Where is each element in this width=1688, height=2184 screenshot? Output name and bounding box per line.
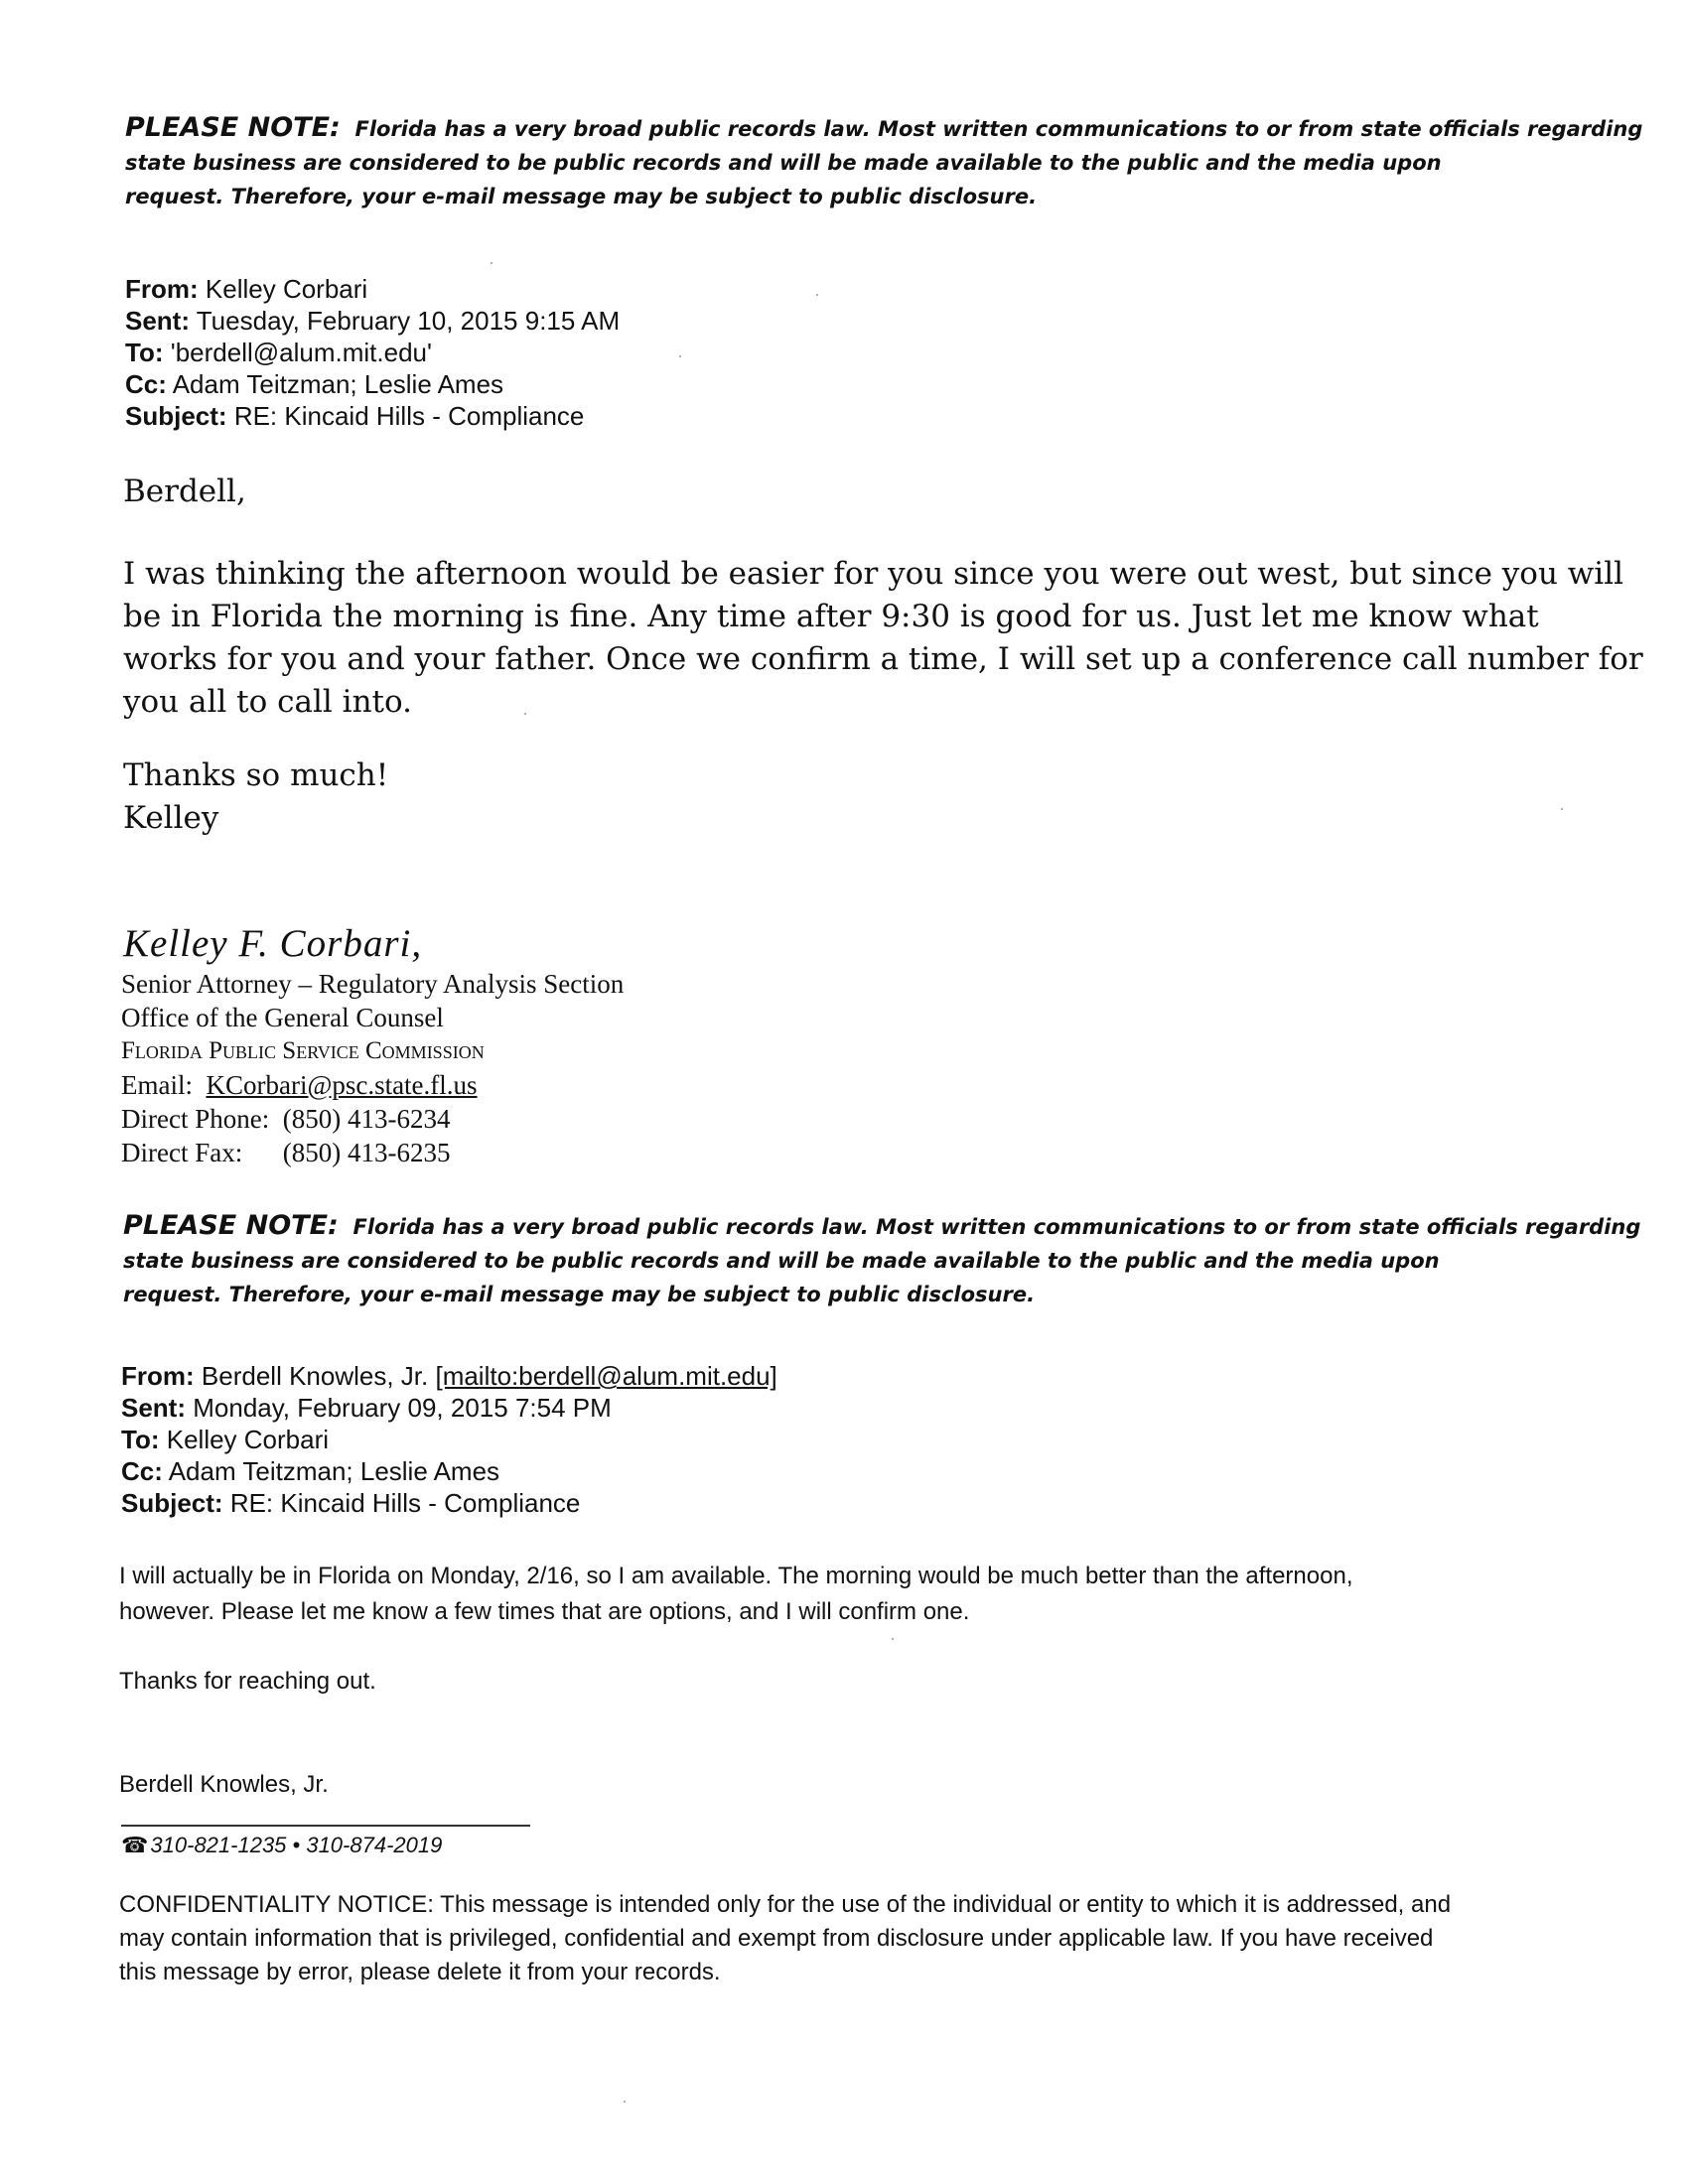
telephone-icon: ☎ — [121, 1833, 149, 1857]
from-value: Kelley Corbari — [205, 274, 368, 304]
subject-value: RE: Kincaid Hills - Compliance — [229, 1488, 581, 1518]
sent-value: Monday, February 09, 2015 7:54 PM — [193, 1393, 612, 1423]
body-line: be in Florida the morning is fine. Any time after 9:30 is good for us. Just let me know what — [123, 599, 1539, 634]
body-line: you all to call into. — [123, 684, 412, 720]
notice-line: state business are considered to be public records and will be made available to the public and the media upon — [123, 1249, 1440, 1273]
notice-line: Florida has a very broad public records law. Most written communications to or from state officials regarding — [354, 117, 1643, 141]
body-line: however. Please let me know a few times that are options, and I will confirm one. — [119, 1598, 970, 1625]
email-header-2 — [121, 1360, 1412, 1519]
notice-line: request. Therefore, your e-mail message may be subject to public disclosure. — [125, 185, 1038, 208]
email-thanks: Thanks for reaching out. — [119, 1668, 376, 1695]
signature-block — [121, 967, 1015, 1169]
to-value: Kelley Corbari — [166, 1425, 330, 1454]
cc-row: Cc: Adam Teitzman; Leslie Ames — [121, 1456, 500, 1486]
signature-office: Office of the General Counsel — [121, 1003, 444, 1032]
to-row: To: 'berdell@alum.mit.edu' — [125, 338, 432, 367]
mailto-link[interactable]: [mailto:berdell@alum.mit.edu] — [435, 1361, 777, 1391]
sent-row: Sent: Tuesday, February 10, 2015 9:15 AM — [125, 306, 621, 336]
scan-speck — [1561, 808, 1563, 810]
public-records-notice-mid — [123, 1209, 1641, 1311]
signature-title: Senior Attorney – Regulatory Analysis Section — [121, 969, 625, 999]
scan-speck — [491, 262, 492, 264]
from-row: From: Berdell Knowles, Jr. [mailto:berdell@alum.mit.edu] — [121, 1361, 777, 1391]
to-row: To: Kelley Corbari — [121, 1425, 330, 1454]
scan-speck — [524, 713, 526, 715]
confidentiality-line: CONFIDENTIALITY NOTICE: This message is intended only for the use of the individual or entity to which it is addressed, and — [119, 1891, 1452, 1918]
from-row: From: Kelley Corbari — [125, 274, 368, 304]
closing-line: Thanks so much! — [123, 757, 389, 793]
body-line: I will actually be in Florida on Monday, 2/16, so I am available. The morning would be much better than the afternoon, — [119, 1563, 1353, 1589]
cc-value: Adam Teitzman; Leslie Ames — [168, 1456, 500, 1486]
public-records-notice-top — [125, 111, 1643, 213]
signature-email-link[interactable]: KCorbari@psc.state.fl.us — [206, 1070, 478, 1100]
notice-lead: PLEASE NOTE: — [125, 112, 341, 143]
from-value: Berdell Knowles, Jr. — [201, 1361, 429, 1391]
subject-row: Subject: RE: Kincaid Hills - Compliance — [121, 1488, 581, 1518]
sent-row: Sent: Monday, February 09, 2015 7:54 PM — [121, 1393, 612, 1423]
body-line: I was thinking the afternoon would be easier for you since you were out west, but since you will — [123, 556, 1624, 592]
scan-speck — [624, 2101, 626, 2103]
scan-speck — [679, 355, 681, 357]
sender-phones: ☎310-821-1235 • 310-874-2019 — [121, 1833, 443, 1857]
to-value: 'berdell@alum.mit.edu' — [170, 338, 432, 367]
signature-fax-row: Direct Fax: (850) 413-6235 — [121, 1138, 451, 1167]
sent-value: Tuesday, February 10, 2015 9:15 AM — [196, 306, 621, 336]
email-greeting: Berdell, — [123, 474, 246, 509]
sender-name: Berdell Knowles, Jr. — [119, 1771, 329, 1798]
email-closing — [123, 754, 1573, 840]
cc-value: Adam Teitzman; Leslie Ames — [172, 369, 504, 399]
signature-divider — [121, 1825, 530, 1827]
body-line: works for you and your father. Once we confirm a time, I will set up a conference call number for — [123, 641, 1643, 677]
subject-row: Subject: RE: Kincaid Hills - Compliance — [125, 401, 585, 431]
notice-line: Florida has a very broad public records law. Most written communications to or from state officials regarding — [352, 1215, 1641, 1239]
email-body-1 — [123, 553, 1643, 724]
subject-value: RE: Kincaid Hills - Compliance — [233, 401, 585, 431]
signature-name: Kelley F. Corbari, — [123, 922, 423, 965]
confidentiality-notice — [119, 1888, 1589, 1989]
notice-line: state business are considered to be public records and will be made available to the public and the media upon — [125, 151, 1442, 175]
notice-lead: PLEASE NOTE: — [123, 1210, 339, 1241]
closing-name: Kelley — [123, 800, 219, 836]
signature-email-row: Email: KCorbari@psc.state.fl.us — [121, 1070, 478, 1100]
confidentiality-line: may contain information that is privileged, confidential and exempt from disclosure under applicable law. If you have received — [119, 1925, 1434, 1952]
confidentiality-line: this message by error, please delete it from your records. — [119, 1959, 721, 1985]
scan-speck — [816, 294, 818, 296]
cc-row: Cc: Adam Teitzman; Leslie Ames — [125, 369, 504, 399]
notice-line: request. Therefore, your e-mail message may be subject to public disclosure. — [123, 1283, 1036, 1306]
email-body-2 — [119, 1559, 1589, 1630]
signature-agency: Florida Public Service Commission — [121, 1037, 485, 1064]
signature-phone-row: Direct Phone: (850) 413-6234 — [121, 1104, 451, 1134]
scan-speck — [892, 1638, 894, 1640]
email-header-1 — [125, 273, 1416, 432]
